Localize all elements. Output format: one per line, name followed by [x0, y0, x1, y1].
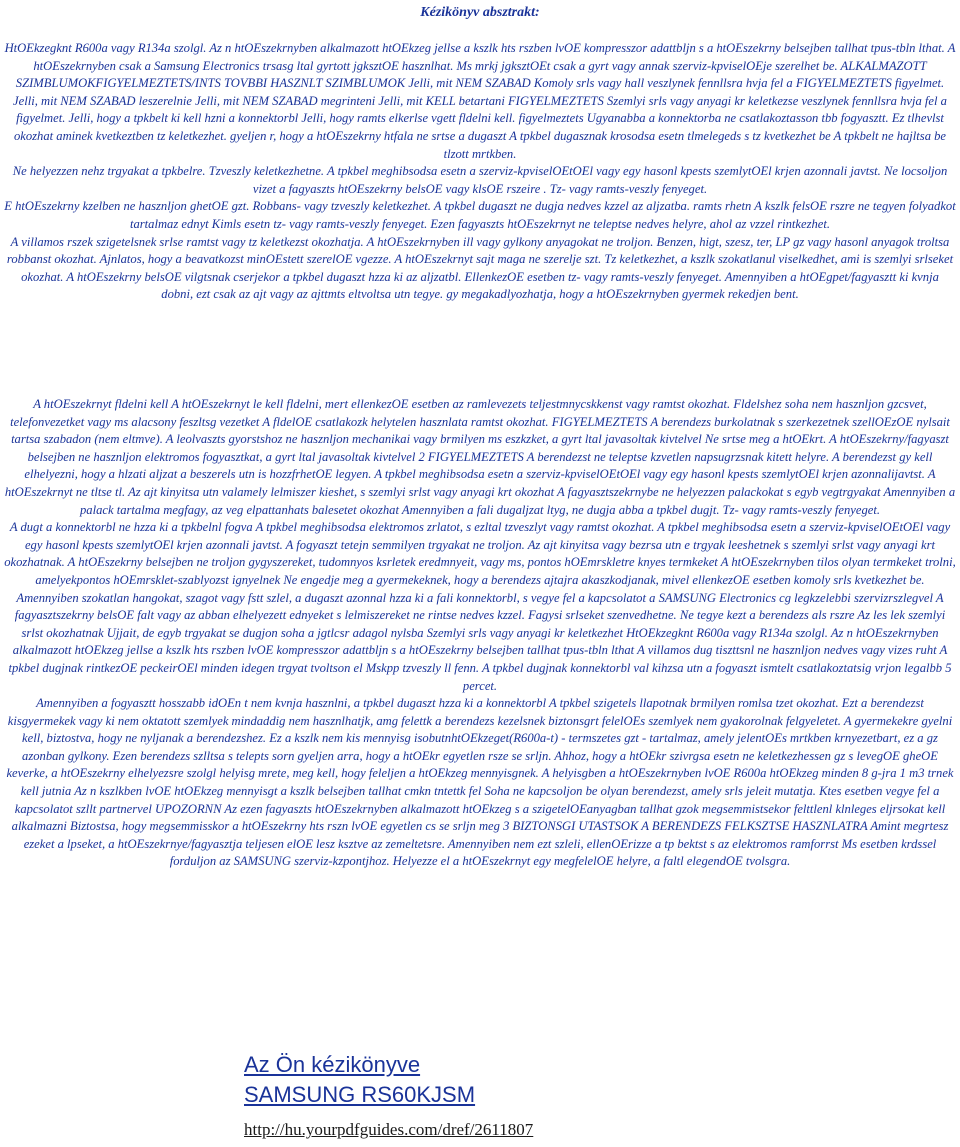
abstract-paragraph: HtOEkzegknt R600a vagy R134a szolgl. Az n htOEszekrnyben alkalmazott htOEkzeg jellse a kszlk hts rszben lvOE kompresszor adattbljn s a htOEszekrny belsejben tallhat tpus-tbln lthat. A htOEszekrnyben csak a Samsung Electronics trsasg ltal gyrtott jgksztOE hasznlhat. Ms mrkj jgksztOEt csak a gyrt vagy annak szerviz-kpviselOEje szerelhet be. ALKALMAZOTT SZIMBLUMOKFIGYELMEZTETS/INTS TOVBBI HASZNLT SZIMBLUMOK Jelli, mit NEM SZABAD Komoly srls vagy hall veszlynek fennllsra hvja fel a FIGYELMEZTETS figyelmet. Jelli, mit NEM SZABAD leszerelnie Jelli, mit NEM SZABAD megrinteni Jelli, mit KELL betartani FIGYELMEZTETS Szemlyi srls vagy anyagi kr keletkezse veszlynek fennllsra hvja fel a figyelmet. Jelli, hogy a tpkbelt ki kell hzni a konnektorbl Jelli, hogy ramts elkerlse vgett fldelni kell. figyelmeztets Ugyanabba a konnektorba ne csatlakoztasson tbb fogyasztt. Ez tlhevlst okozhat aminek kvetkeztben tz keletkezhet. gyeljen r, hogy a htOEszekrny htfala ne srtse a dugaszt A tpkbel dugasznak krosodsa esetn tlmelegeds s tz kvetkezhet be A tpkbelt ne hajltsa be tlzott mrtkben.: [4, 41, 956, 161]
source-url-link[interactable]: http://hu.yourpdfguides.com/dref/2611807: [244, 1120, 534, 1139]
abstract-paragraph: Amennyiben szokatlan hangokat, szagot vagy fstt szlel, a dugaszt azonnal hzza ki a fali konnektorbl, s vegye fel a kapcsolatot a SAMSUNG Electronics cg legkzelebbi szervizrszlegvel A fagyasztszekrny belsOE falt vagy az abban elhelyezett ednyeket s lelmiszereket ne rintse nedves kzzel. Fagysi srlseket szenvedhetne. Ne tegye kezt a berendezs als rszre Az les lek szemlyi srlst okozhatnak Ujjait, de egyb trgyakat se dugjon soha a jgtlcsr adagol nylsba Szemlyi srls vagy anyagi kr keletkezhet HtOEkzegknt R600a vagy R134a szolgl. Az n htOEszekrnyben alkalmazott htOEkzeg jellse a kszlk hts rszben lvOE kompresszor adattbljn s a htOEszekrny belsejben tallhat tpus-tbln lthat A villamos dug tiszttsnl ne hasznljon nedves vagy vizes ruht A tpkbel dugjnak rintkezOE peckeirOEl minden idegen trgyat tvoltson el Mskpp tzveszly ll fenn. A tpkbel dugjnak konnektorbl val kihzsa utn a fogyaszt ismtelt csatlakoztatsig vrjon legalbb 5 percet.: [8, 590, 952, 693]
abstract-block-2: [4, 396, 956, 871]
abstract-paragraph: A htOEszekrnyt fldelni kell A htOEszekrnyt le kell fldelni, mert ellenkezOE esetben az ramlevezets teljestmnycskkenst vagy ramtst okozhat. Fldelshez soha nem hasznljon gzcsvet, telefonvezetket vagy ms alacsony feszltsg vezetket A fldelOE csatlakozk helytelen hasznlata ramtst okozhat. FIGYELMEZTETS A berendezs burkolatnak s szerkezetnek szellOEzOE nylsait tartsa szabadon (nem eltmve). A leolvaszts gyorstshoz ne hasznljon mechanikai vagy brmilyen ms eszkzket, a gyrt ltal javasoltak kivtelvel Ne srtse meg a htOEkrt. A htOEszekrny/fagyaszt belsejben ne hasznljon elektromos fogyasztkat, a gyrt ltal javasoltak kivtelvel 2 FIGYELMEZTETS A berendezst ne teleptse kzvetlen napsugrzsnak kitett helyre. A berendezst gy kell elhelyezni, hogy a hlzati aljzat a beszerels utn is hozzfrhetOE legyen. A tpkbel meghibsodsa esetn a szerviz-kpviselOEtOEl vagy egy hasonl kpests szemlytOEl krjen azonnalijavtst. A htOEszekrnyt ne tltse tl. Az ajt kinyitsa utn valamely lelmiszer kieshet, s szemlyi srlst vagy anyagi krt okozhat A fagyasztszekrnybe ne helyezzen palackokat s egyb vegtrgyakat Amennyiben a palack tartalma megfagy, az veg elpattanhats balesetet okozhat Amennyiben a fali dugaljzat ltyg, ne dugja abba a tpkbel dugjt. Tz- vagy ramts-veszly fenyeget.: [4, 397, 956, 517]
page-heading: Kézikönyv absztrakt:: [420, 5, 540, 20]
abstract-paragraph: Ne helyezzen nehz trgyakat a tpkbelre. Tzveszly keletkezhetne. A tpkbel meghibsodsa esetn a szerviz-kpviselOEtOEl vagy egy hasonl kpests szemlytOEl krjen azonnali javtst. Ne locsoljon vizet a fagyaszts htOEszekrny belsOE vagy klsOE rszeire . Tz- vagy ramts-veszly fenyeget.: [12, 164, 948, 196]
model-link[interactable]: SAMSUNG RS60KJSM: [244, 1082, 476, 1107]
abstract-paragraph: A dugt a konnektorbl ne hzza ki a tpkbelnl fogva A tpkbel meghibsodsa elektromos zrlatot, s ezltal tzveszlyt vagy ramtst okozhat. A tpkbel meghibsodsa esetn a szerviz-kpviselOEtOEl vagy egy hasonl kpests szemlytOEl krjen azonnali javtst. A fogyaszt tetejn semmilyen trgyakat ne troljon. Az ajt kinyitsa vagy bezrsa utn e trgyak leeshetnek s szemlyi srlst vagy anyagi krt okozhatnak. A htOEszekrny belsejben ne troljon gygyszereket, tudomnyos ksrletek eredmnyeit, vagy ms, pontos hOEmrskletre knyes termkeket A htOEszekrnyben tilos olyan termkeket trolni, amelyekpontos hOEmrsklet-szablyozst ignyelnek Ne engedje meg a gyermekeknek, hogy a berendezs ajtajra akaszkodjanak, mivel ellenkezOE esetben komoly srls kvetkezhet be.: [4, 520, 956, 587]
abstract-block-1: [4, 40, 956, 304]
abstract-paragraph: A villamos rszek szigetelsnek srlse ramtst vagy tz keletkezst okozhatja. A htOEszekrnyben ill vagy gylkony anyagokat ne troljon. Benzen, higt, szesz, ter, LP gz vagy hasonl anyagok troltsa robbanst okozhat. Ajnlatos, hogy a beavatkozst minOEstett szerelOE vgezze. A htOEszekrnyt sajt maga ne szerelje szt. Tz keletkezhet, a kszlk szokatlanul viselkedhet, ami is szemlyi srlseket okozhat. A htOEszekrny belsOE vilgtsnak cserjekor a tpkbel dugaszt hzza ki az aljzatbl. EllenkezOE esetben tz- vagy ramts-veszly fenyeget. Amennyiben a htOEgpet/fagyasztt ki kvnja dobni, ezt csak az ajt vagy az ajttmts eltvoltsa utn tegye. gy megakadlyozhatja, hogy a htOEszekrnyben gyermek rekedjen bent.: [6, 234, 954, 302]
abstract-paragraph: Amennyiben a fogyasztt hosszabb idOEn t nem kvnja hasznlni, a tpkbel dugaszt hzza ki a konnektorbl A tpkbel szigetels llapotnak brmilyen romlsa tzet okozhat. Ezt a berendezst kisgyermekek vagy ki nem oktatott szemlyek mindaddig nem hasznlhatjk, amg felettk a berendezs kezelsnek biztonsgrt felelOEs szemlyek nem gyakorolnak felgyeletet. A gyermekekre gyelni kell, biztostva, hogy ne nyljanak a berendezshez. Ez a kszlk nem kis mennyisg isobutnhtOEkzeget(R600a-t) - termszetes gzt - tartalmaz, amely jelentOEs mrtkben krnyezetbart, ez a gz azonban gylkony. Ezen berendezs szlltsa s telepts sorn gyeljen arra, hogy a htOEkr egyetlen rsze se srljn. Ahhoz, hogy a htOEkr szivrgsa esetn ne keletkezhessen gz s levegOE gheOE keverke, a htOEszekrny elhelyezsre szolgl helyisg mrete, meg kell, hogy feleljen a htOEkzeg mennyisgnek. A helyisgben a htOEszekrnyben lvOE R600a htOEkzeg minden 8 g-jra 1 m3 trnek kell jutnia Az n kszlkben lvOE htOEkzeg mennyisgt a kszlk belsejben tallhat cmkn tntettk fel Soha ne kapcsoljon be olyan berendezst, amely srls jeleit mutatja. Ktes esetben vegye fel a kapcsolatot szllt partnervel UPOZORNN Az ezen fagyaszts htOEszekrnyben alkalmazott htOEkzeg s a szigetelOEanyagban tallhat gzok megsemmistsekor felttlenl klnleges eljrsokat kell alkalmazni Biztostsa, hogy megsemmisskor a htOEszekrny hts rszn lvOE egyetlen cs se srljn meg 3 BIZTONSGI UTASTSOK A BERENDEZS FELKSZTSE HASZNLATRA Amint megrtesz ezeket a lpseket, a htOEszekrnye/fagyasztja teljesen elOE lesz ksztve az zemeltetsre. Amennyiben nem ezt szleli, ellenOErizze a tp bektst s az elektromos ramforrst Ms esetben krdssel forduljon az SAMSUNG szerviz-kzpontjhoz. Helyezze el a htOEszekrnyt egy megfelelOE helyre, a faltl elegendOE tvolsgra.: [6, 696, 954, 869]
manual-title-link[interactable]: Az Ön kézikönyve: [244, 1052, 421, 1077]
abstract-paragraph: E htOEszekrny kzelben ne hasznljon ghetOE gzt. Robbans- vagy tzveszly keletkezhet. A tpkbel dugaszt ne dugja nedves kzzel az aljzatba. ramts rhetn A kszlk felsOE rszre ne tegyen folyadkot tartalmaz ednyt Kimls esetn tz- vagy ramts-veszly fenyeget. Ezen fagyaszts htOEszekrnyt ne teleptse nedves helyre, ahol az vzzel rintkezhet.: [4, 199, 956, 231]
footer-links: [244, 1050, 533, 1142]
